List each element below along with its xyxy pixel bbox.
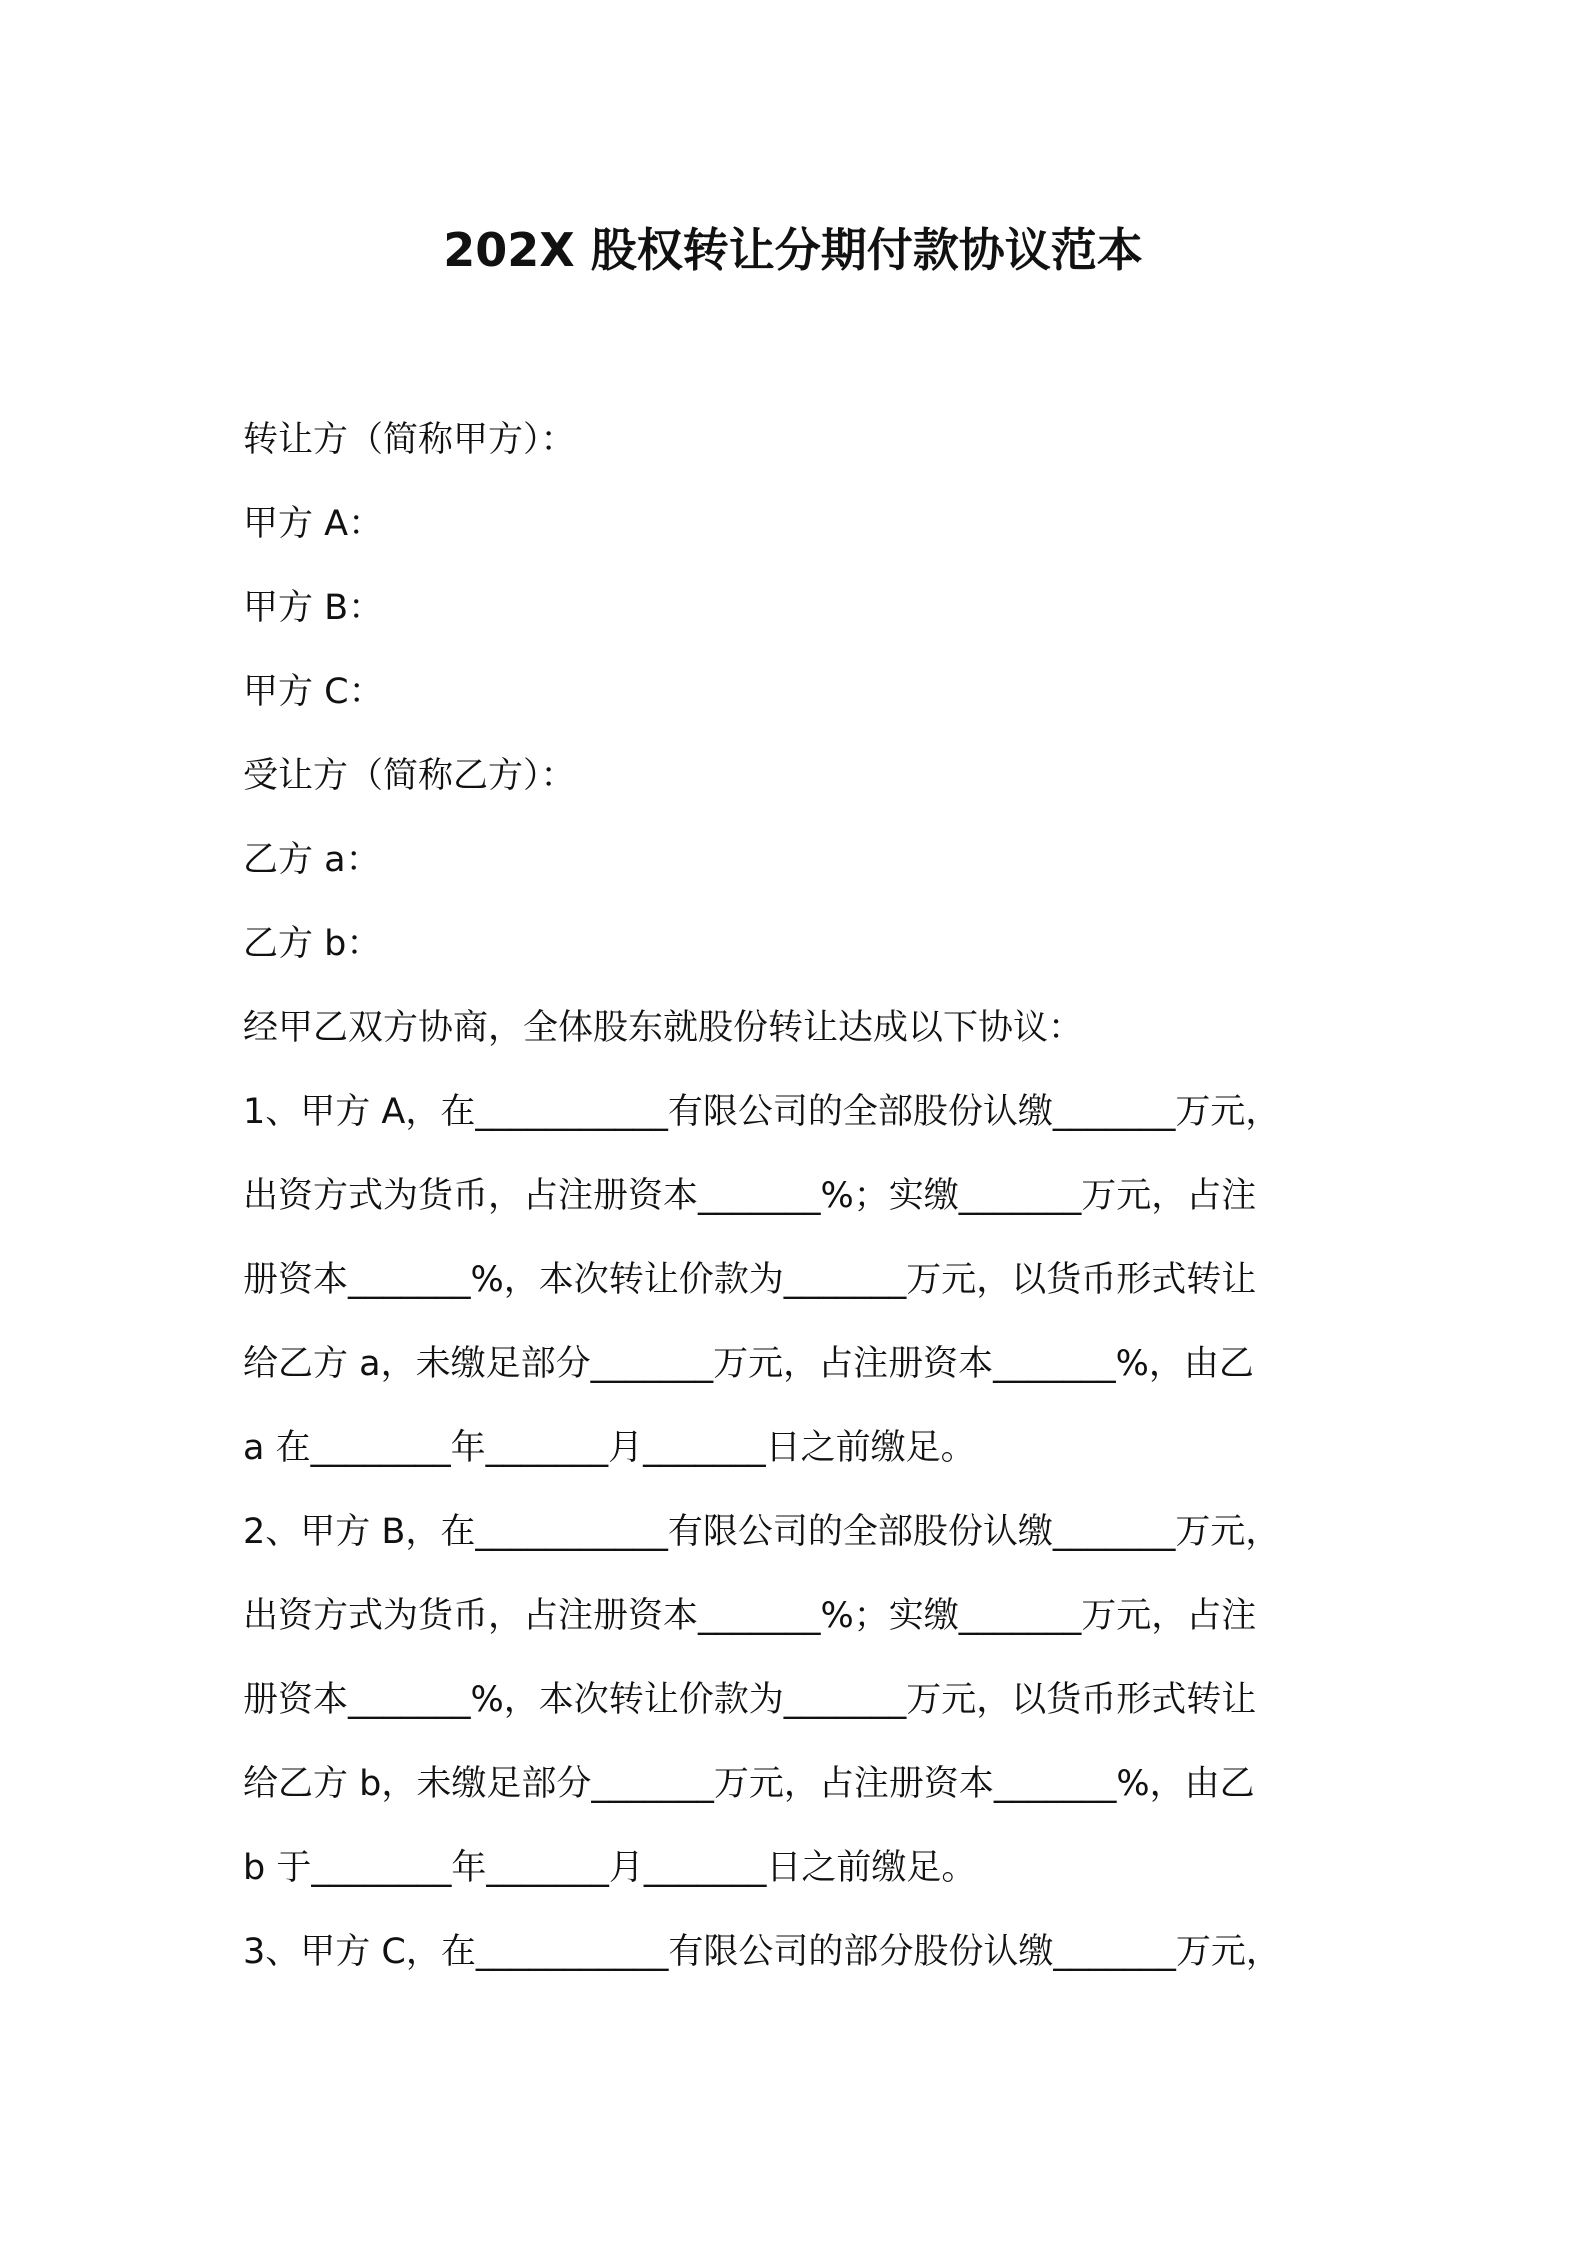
- text-line-clause-1: 出资方式为货币，占注册资本_______%；实缴_______万元，占注: [243, 1176, 1257, 1216]
- document-body: [243, 398, 1373, 1994]
- text-line-clause-1: a 在________年_______月_______日之前缴足。: [243, 1428, 976, 1468]
- text-line-clause-2: 出资方式为货币，占注册资本_______%；实缴_______万元，占注: [243, 1596, 1257, 1636]
- text-line-clause-2: 册资本_______%，本次转让价款为_______万元，以货币形式转让: [243, 1680, 1257, 1720]
- text-line-clause-1: 给乙方 a，未缴足部分_______万元，占注册资本_______%，由乙: [243, 1344, 1254, 1384]
- text-line-clause-2: 2、甲方 B，在___________有限公司的全部股份认缴_______万元，: [243, 1512, 1281, 1552]
- text-line-party-a-a: 甲方 A：: [243, 504, 384, 544]
- text-line-clause-1: 册资本_______%，本次转让价款为_______万元，以货币形式转让: [243, 1260, 1257, 1300]
- text-line-transferor: 转让方（简称甲方）：: [243, 420, 576, 460]
- text-line-party-a-c: 甲方 C：: [243, 672, 384, 712]
- text-line-party-b-a: 乙方 a：: [243, 840, 381, 880]
- document-title: 202X 股权转让分期付款协议范本: [443, 223, 1143, 277]
- text-line-transferee: 受让方（简称乙方）：: [243, 756, 576, 796]
- text-line-party-a-b: 甲方 B：: [243, 588, 384, 628]
- text-line-party-b-b: 乙方 b：: [243, 924, 382, 964]
- text-line-clause-3: 3、甲方 C，在___________有限公司的部分股份认缴_______万元，: [243, 1932, 1281, 1972]
- text-line-clause-2: b 于________年_______月_______日之前缴足。: [243, 1848, 977, 1888]
- text-line-agreement-intro: 经甲乙双方协商，全体股东就股份转让达成以下协议：: [243, 1008, 1084, 1048]
- text-line-clause-2: 给乙方 b，未缴足部分_______万元，占注册资本_______%，由乙: [243, 1764, 1255, 1804]
- text-line-clause-1: 1、甲方 A，在___________有限公司的全部股份认缴_______万元，: [243, 1092, 1281, 1132]
